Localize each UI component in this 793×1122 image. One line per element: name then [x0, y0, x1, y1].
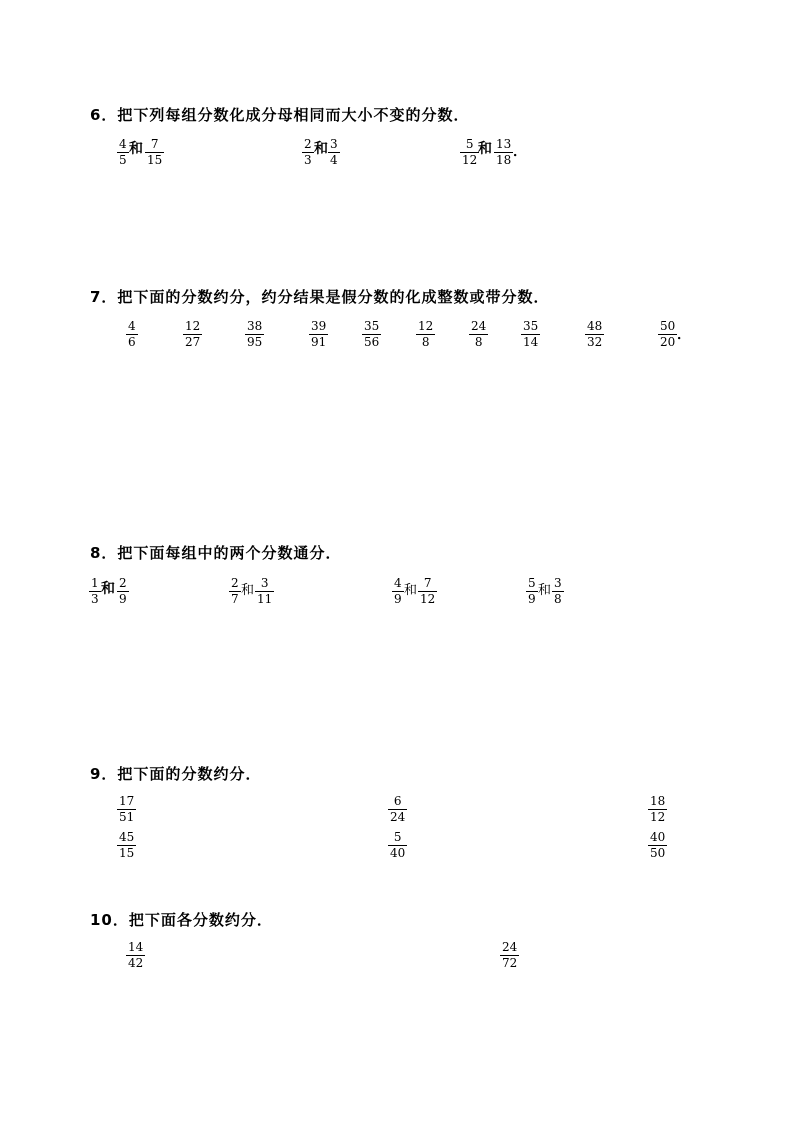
- end-punctuation: ．: [513, 144, 527, 160]
- fraction: 24 8: [471, 319, 487, 349]
- fraction: 48 32: [587, 319, 603, 349]
- fraction: 40 50: [650, 830, 666, 860]
- fraction: 5 12: [462, 137, 478, 167]
- fraction: 2 7: [231, 576, 239, 606]
- fraction: 4 6: [128, 319, 136, 349]
- fraction: 12 8: [418, 319, 434, 349]
- fraction: 5 9: [528, 576, 536, 606]
- fraction: 12 27: [185, 319, 201, 349]
- and-separator: 和: [404, 583, 418, 598]
- fraction: 38 95: [247, 319, 263, 349]
- and-separator: 和: [241, 583, 255, 598]
- fraction: 13 18: [496, 137, 512, 167]
- and-separator: 和: [314, 141, 328, 157]
- fraction: 18 12: [650, 794, 666, 824]
- fraction: 3 8: [554, 576, 562, 606]
- fraction: 2 9: [119, 576, 127, 606]
- question-9-title: 9．把下面的分数约分．: [90, 765, 262, 783]
- fraction: 17 51: [119, 794, 135, 824]
- fraction: 3 11: [257, 576, 273, 606]
- question-6-title: 6．把下列每组分数化成分母相同而大小不变的分数．: [90, 106, 470, 124]
- fraction: 35 14: [523, 319, 539, 349]
- fraction: 35 56: [364, 319, 380, 349]
- and-separator: 和: [538, 583, 552, 598]
- fraction: 4 9: [394, 576, 402, 606]
- fraction: 14 42: [128, 940, 144, 970]
- end-punctuation: ．: [677, 327, 691, 343]
- fraction: 2 3: [304, 137, 312, 167]
- fraction: 7 15: [147, 137, 163, 167]
- fraction: 6 24: [390, 794, 406, 824]
- question-8-title: 8．把下面每组中的两个分数通分．: [90, 544, 342, 562]
- fraction: 45 15: [119, 830, 135, 860]
- fraction: 50 20: [660, 319, 676, 349]
- question-7-title: 7．把下面的分数约分，约分结果是假分数的化成整数或带分数．: [90, 288, 550, 306]
- fraction: 7 12: [420, 576, 436, 606]
- fraction: 39 91: [311, 319, 327, 349]
- and-separator: 和: [101, 581, 115, 597]
- fraction: 1 3: [91, 576, 99, 606]
- and-separator: 和: [129, 141, 143, 157]
- and-separator: 和: [478, 141, 492, 157]
- fraction: 24 72: [502, 940, 518, 970]
- fraction: 4 5: [119, 137, 127, 167]
- fraction: 3 4: [330, 137, 338, 167]
- fraction: 5 40: [390, 830, 406, 860]
- question-10-title: 10．把下面各分数约分．: [90, 911, 273, 929]
